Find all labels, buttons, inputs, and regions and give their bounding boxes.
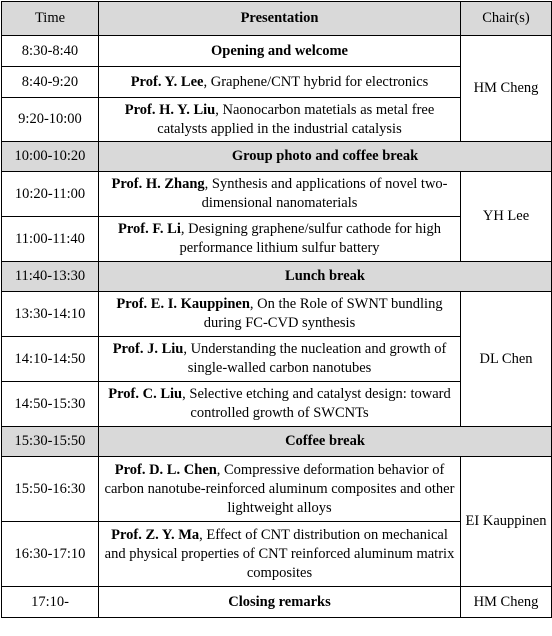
talk-title: , On the Role of SWNT bundling during FC-CVD synthesis xyxy=(203,296,443,331)
time-cell: 10:00-10:20 xyxy=(2,142,99,172)
talk-title: , Designing graphene/sulfur cathode for high performance lithium sulfur battery xyxy=(179,221,441,256)
talk-cell xyxy=(99,172,461,217)
session-title: Opening and welcome xyxy=(99,36,461,67)
talk-cell xyxy=(99,522,461,587)
speaker-name: Prof. J. Liu xyxy=(112,341,184,357)
talk-title: , Understanding the nucleation and growth of single-walled carbon nanotubes xyxy=(183,341,447,376)
time-cell: 8:40-9:20 xyxy=(2,67,99,98)
table-row xyxy=(2,172,552,217)
talk-cell xyxy=(99,382,461,427)
chair-cell: DL Chen xyxy=(461,292,552,427)
time-cell: 17:10- xyxy=(2,587,99,618)
talk-cell xyxy=(99,337,461,382)
time-cell: 11:00-11:40 xyxy=(2,217,99,262)
schedule-table xyxy=(1,1,552,618)
break-row xyxy=(2,262,552,292)
talk-cell xyxy=(99,67,461,98)
time-cell: 14:50-15:30 xyxy=(2,382,99,427)
talk-title: , Naonocarbon matetials as metal free catalysts applied in the industrial catalysis xyxy=(157,101,435,137)
speaker-name: Prof. H. Y. Liu xyxy=(124,101,216,118)
speaker-name: Prof. C. Liu xyxy=(108,386,183,402)
header-row xyxy=(2,2,552,36)
time-cell: 11:40-13:30 xyxy=(2,262,99,292)
time-cell: 13:30-14:10 xyxy=(2,292,99,337)
session-title: Group photo and coffee break xyxy=(99,142,552,172)
time-cell: 9:20-10:00 xyxy=(2,98,99,142)
talk-cell xyxy=(99,457,461,522)
break-row xyxy=(2,427,552,457)
session-title: Lunch break xyxy=(99,262,552,292)
time-cell: 8:30-8:40 xyxy=(2,36,99,67)
chair-cell: HM Cheng xyxy=(461,36,552,142)
talk-cell xyxy=(99,98,461,142)
speaker-name: Prof. E. I. Kauppinen xyxy=(116,296,250,312)
time-cell: 15:50-16:30 xyxy=(2,457,99,522)
time-cell: 14:10-14:50 xyxy=(2,337,99,382)
time-cell: 10:20-11:00 xyxy=(2,172,99,217)
chair-cell: YH Lee xyxy=(461,172,552,262)
chair-cell: HM Cheng xyxy=(461,587,552,618)
speaker-name: Prof. Y. Lee xyxy=(130,73,204,90)
presentation-header: Presentation xyxy=(99,2,461,36)
chair-cell: EI Kauppinen xyxy=(461,457,552,587)
speaker-name: Prof. D. L. Chen xyxy=(114,461,217,478)
speaker-name: Prof. H. Zhang xyxy=(111,176,205,192)
chairs-header: Chair(s) xyxy=(461,2,552,36)
talk-title: , Effect of CNT distribution on mechanical and physical properties of CNT reinforced aluminum matrix composites xyxy=(104,526,455,581)
table-row xyxy=(2,587,552,618)
speaker-name: Prof. F. Li xyxy=(118,221,181,237)
talk-title: , Selective etching and catalyst design: toward controlled growth of SWCNTs xyxy=(182,386,451,421)
talk-cell xyxy=(99,217,461,262)
session-title: Closing remarks xyxy=(99,587,461,618)
talk-title: , Synthesis and applications of novel two-dimensional nanomaterials xyxy=(201,176,448,211)
time-cell: 16:30-17:10 xyxy=(2,522,99,587)
table-row xyxy=(2,457,552,522)
speaker-name: Prof. Z. Y. Ma xyxy=(111,526,200,543)
table-row xyxy=(2,36,552,67)
time-header: Time xyxy=(2,2,99,36)
talk-title: , Graphene/CNT hybrid for electronics xyxy=(203,73,429,90)
time-cell: 15:30-15:50 xyxy=(2,427,99,457)
talk-cell xyxy=(99,292,461,337)
break-row xyxy=(2,142,552,172)
talk-title: , Compressive deformation behavior of carbon nanotube-reinforced aluminum composites and other lightweight alloys xyxy=(104,461,455,516)
session-title: Coffee break xyxy=(99,427,552,457)
table-row xyxy=(2,292,552,337)
